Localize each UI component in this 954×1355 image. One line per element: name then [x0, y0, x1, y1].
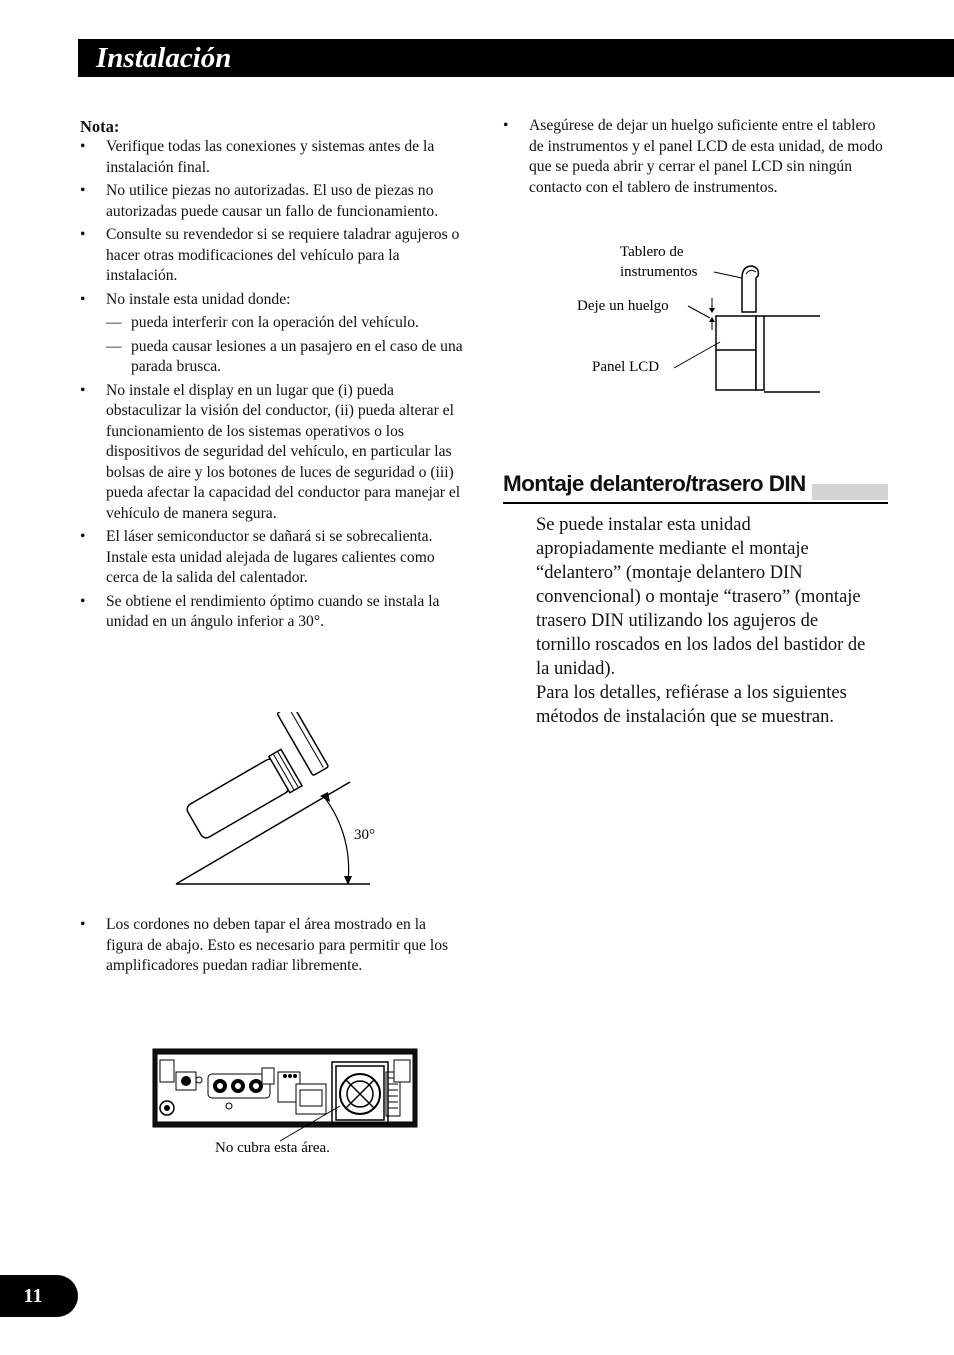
note-item: • No utilice piezas no autorizadas. El uso de piezas no autorizadas puede causar un fallo de funcionamiento. [80, 181, 465, 222]
lcd-leader [674, 342, 720, 368]
note-label: Nota: [80, 117, 120, 136]
header-title: Instalación [96, 42, 232, 74]
angle-figure [170, 712, 380, 892]
note-item: • Consulte su revendedor si se requiere taladrar agujeros o hacer otras modificaciones del vehículo para la instalación. [80, 225, 465, 287]
note-item: • Verifique todas las conexiones y sistemas antes de la instalación final. [80, 137, 465, 178]
dashboard-label-line2: instrumentos [620, 264, 698, 280]
dashboard-label-line1: Tablero de [620, 244, 684, 260]
gap-figure [570, 238, 830, 398]
page-number: 11 [23, 1285, 43, 1307]
cords-note-block [80, 915, 465, 980]
section-heading [503, 468, 888, 504]
note-item: • Los cordones no deben tapar el área mostrado en la figura de abajo. Esto es necesario para permitir que los amplificadores puedan radiar libremente. [80, 915, 465, 977]
note-item: • No instale el display en un lugar que (i) pueda obstaculizar la visión del conductor, (ii) pueda alterar el funcionamiento de los sistemas operativos o los dispositivos de seguridad del vehículo, en particular las bolsas de aire y los botones de luces de seguridad o (iii) pueda afectar la capacidad del conductor para manejar el vehículo de manera segura. [80, 381, 465, 525]
sub-note-item: — pueda interferir con la operación del vehículo. [106, 313, 465, 334]
page-header [78, 39, 954, 77]
angle-arrow [320, 792, 330, 802]
lcd-panel-shape [716, 316, 756, 390]
lcd-label: Panel LCD [592, 359, 660, 375]
left-column [80, 117, 465, 636]
gap-leader [688, 306, 710, 318]
gap-label: Deje un huelgo [577, 298, 669, 314]
unit-body [184, 749, 302, 841]
section-paragraph: Para los detalles, refiérase a los siguientes métodos de instalación que se muestran. [536, 683, 847, 727]
right-column [503, 116, 888, 201]
sub-note-item: — pueda causar lesiones a un pasajero en el caso de una parada brusca. [106, 337, 465, 378]
dashboard-shape [742, 266, 758, 312]
rear-panel-caption: No cubra esta área. [215, 1140, 330, 1156]
unit-chassis [756, 316, 764, 390]
dashboard-leader [714, 272, 742, 278]
note-item: • Se obtiene el rendimiento óptimo cuando se instala la unidad en un ángulo inferior a 30°. [80, 592, 465, 633]
section-paragraph: Se puede instalar esta unidad apropiadamente mediante el montaje “delantero” (montaje delantero DIN convencional) o montaje “trasero” (montaje trasero DIN utilizando los agujeros de tornillo roscados en los lados del bastidor de la unidad). [536, 515, 866, 679]
rear-panel-figure [150, 1046, 420, 1161]
sub-notes-list [106, 313, 465, 378]
page-number-tab [0, 1275, 78, 1317]
angle-label: 30° [354, 827, 375, 843]
section-body [536, 513, 866, 729]
note-item: • El láser semiconductor se dañará si se sobrecalienta. Instale esta unidad alejada de lugares calientes como cerca de la salida del calentador. [80, 527, 465, 589]
notes-list [80, 137, 465, 633]
note-item-text: No instale esta unidad donde: [106, 290, 291, 308]
note-item [80, 290, 465, 378]
angle-arc [325, 798, 349, 882]
note-item: • Asegúrese de dejar un huelgo suficiente entre el tablero de instrumentos y el panel LCD de esta unidad, de modo que se pueda abrir y cerrar el panel LCD sin ningún contacto con el tablero de instrumentos. [503, 116, 888, 198]
section-title: Montaje delantero/trasero DIN [503, 468, 812, 500]
